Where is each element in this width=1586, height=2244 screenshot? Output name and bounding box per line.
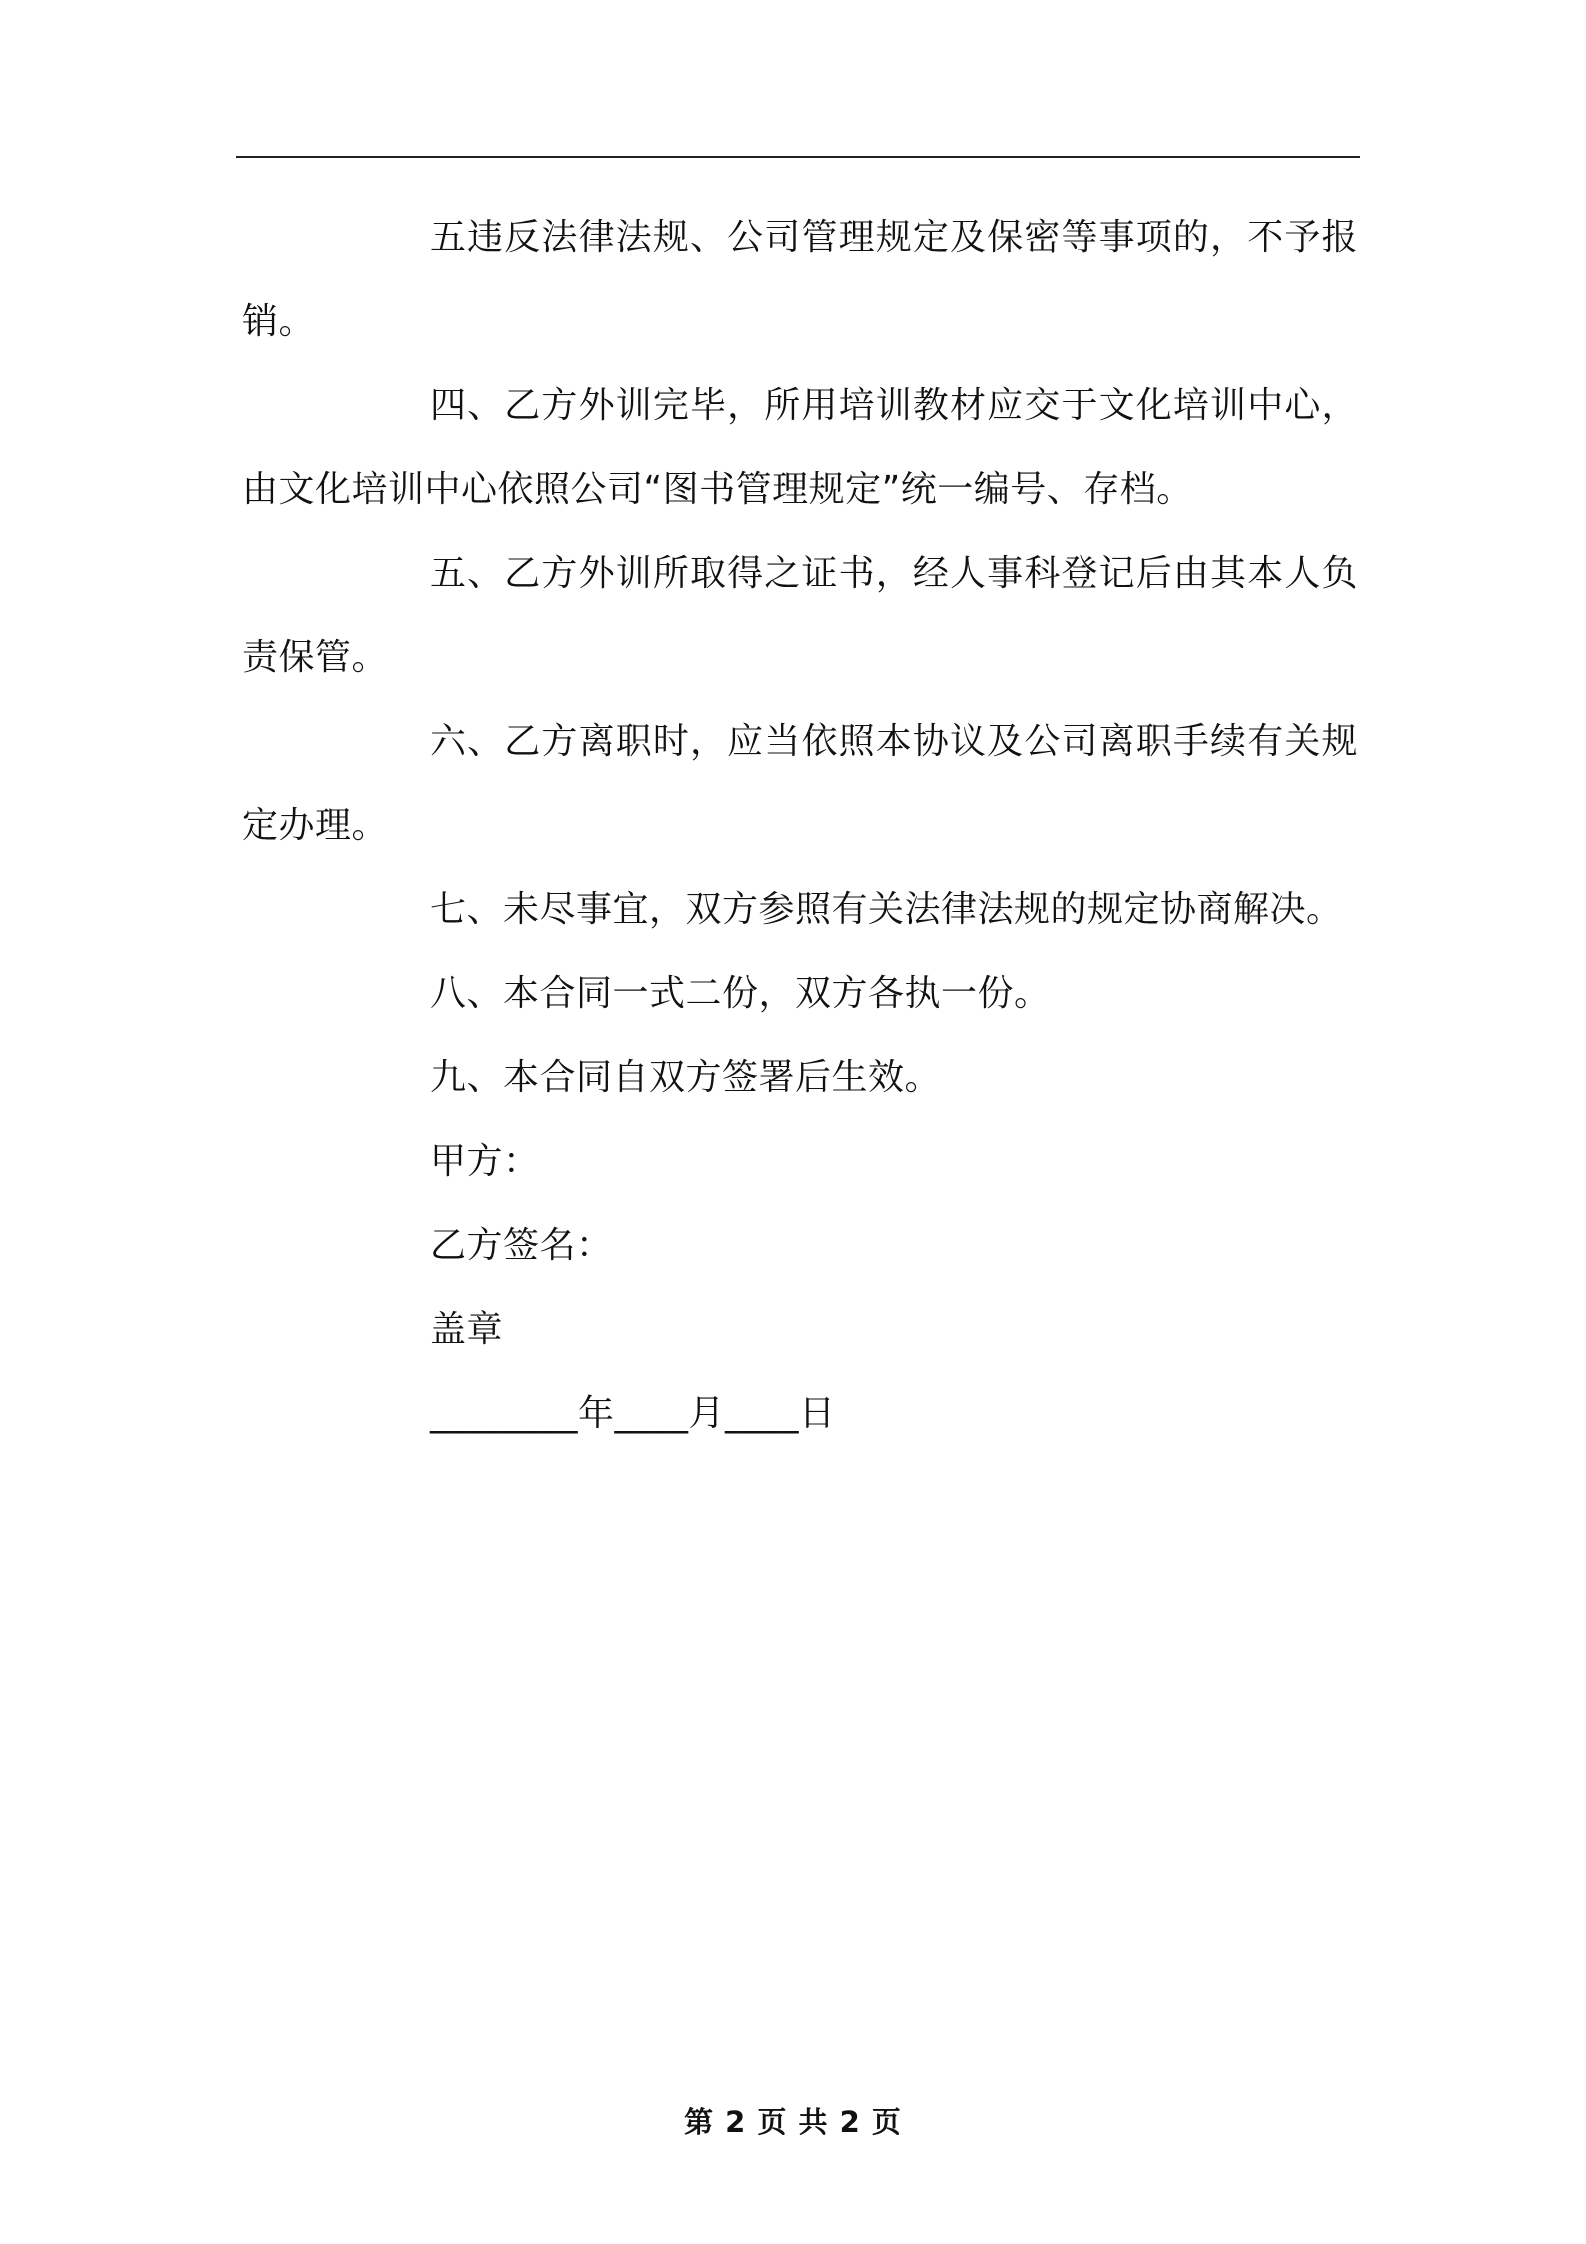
clause-4-training-materials: 四、乙方外训完毕，所用培训教材应交于文化培训中心，由文化培训中心依照公司“图书管理规定”统一编号、存档。 <box>242 385 1358 510</box>
party-b-signature-label: 乙方签名： <box>430 1225 613 1266</box>
clause-8-copies: 八、本合同一式二份，双方各执一份。 <box>430 973 1051 1014</box>
clause-5-certificates: 五、乙方外训所取得之证书，经人事科登记后由其本人负责保管。 <box>242 553 1358 678</box>
clause-7-unresolved-matters: 七、未尽事宜，双方参照有关法律法规的规定协商解决。 <box>430 889 1343 930</box>
header-rule <box>236 156 1360 158</box>
date-line: ________年____月____日 <box>430 1393 836 1434</box>
page-number: 第 2 页 共 2 页 <box>684 2105 902 2139</box>
document-body <box>242 196 1358 1456</box>
seal-label: 盖章 <box>430 1309 504 1350</box>
clause-9-effective: 九、本合同自双方签署后生效。 <box>430 1057 942 1098</box>
clause-5-violation: 五违反法律法规、公司管理规定及保密等事项的，不予报销。 <box>242 217 1358 342</box>
party-a-label: 甲方： <box>430 1141 540 1182</box>
clause-6-resignation: 六、乙方离职时，应当依照本协议及公司离职手续有关规定办理。 <box>242 721 1358 846</box>
